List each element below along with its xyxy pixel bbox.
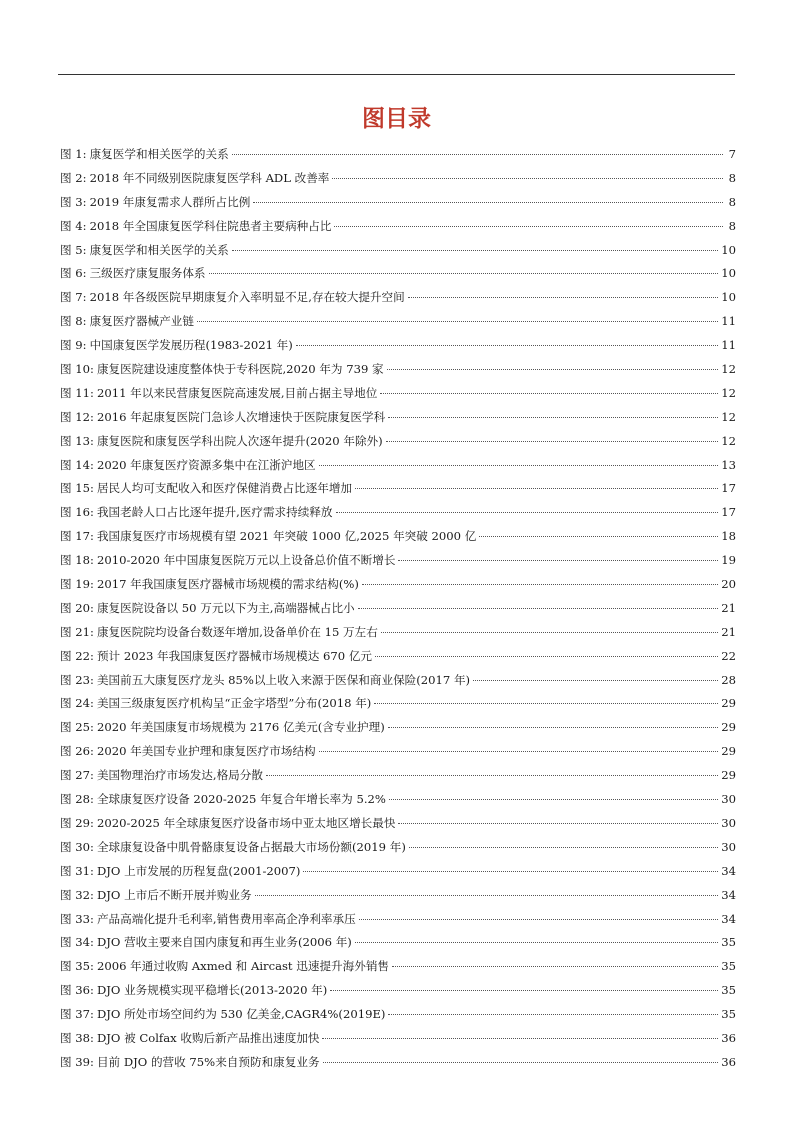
figure-title: DJO 上市后不断开展并购业务 <box>96 887 252 902</box>
figure-label: 图 7: <box>60 290 87 305</box>
page-number: 35 <box>721 983 736 998</box>
page-number: 30 <box>721 815 736 830</box>
figure-title: 康复医学和相关医学的关系 <box>89 242 229 257</box>
figure-title: 2010-2020 年中国康复医院万元以上设备总价值不断增长 <box>96 553 396 568</box>
figure-title: 美国前五大康复医疗龙头 85%以上收入来源于医保和商业保险(2017 年) <box>96 672 471 687</box>
page-number: 35 <box>721 935 736 950</box>
dot-leader <box>332 178 723 179</box>
figure-label: 图 13: <box>60 433 94 448</box>
dot-leader <box>197 321 718 322</box>
figure-label: 图 16: <box>60 505 94 520</box>
dot-leader <box>398 560 718 561</box>
figure-label: 图 9: <box>60 338 87 353</box>
page-number: 19 <box>721 553 736 568</box>
figure-label: 图 34: <box>60 935 94 950</box>
figure-label: 图 8: <box>60 314 87 329</box>
dot-leader <box>330 990 718 991</box>
dot-leader <box>381 632 718 633</box>
figure-title: 三级医疗康复服务体系 <box>89 266 206 281</box>
dot-leader <box>388 417 718 418</box>
page-number: 29 <box>721 768 736 783</box>
figure-label: 图 39: <box>60 1054 94 1069</box>
toc-entry[interactable] <box>60 597 736 621</box>
figure-label: 图 31: <box>60 863 94 878</box>
figure-label: 图 28: <box>60 792 94 807</box>
dot-leader <box>473 680 718 681</box>
page-number: 22 <box>721 648 736 663</box>
page-number: 12 <box>721 433 736 448</box>
figure-label: 图 37: <box>60 1007 94 1022</box>
figure-label: 图 11: <box>60 385 94 400</box>
dot-leader <box>319 751 719 752</box>
page-number: 21 <box>721 624 736 639</box>
dot-leader <box>334 226 723 227</box>
toc-entry[interactable] <box>60 1051 736 1075</box>
figure-list <box>60 143 736 1075</box>
toc-entry[interactable] <box>60 621 736 645</box>
figure-label: 图 33: <box>60 911 94 926</box>
figure-title: 美国三级康复医疗机构呈“正金字塔型”分布(2018 年) <box>96 696 372 711</box>
figure-title: 2018 年不同级别医院康复医学科 ADL 改善率 <box>89 170 330 185</box>
figure-title: 2020 年美国康复市场规模为 2176 亿美元(含专业护理) <box>96 720 385 735</box>
toc-entry[interactable] <box>60 191 736 215</box>
toc-entry[interactable] <box>60 406 736 430</box>
figure-title: 2016 年起康复医院门急诊人次增速快于医院康复医学科 <box>96 409 386 424</box>
toc-entry[interactable] <box>60 764 736 788</box>
toc-entry[interactable] <box>60 167 736 191</box>
toc-entry[interactable] <box>60 908 736 932</box>
figure-label: 图 30: <box>60 839 94 854</box>
page-number: 12 <box>721 385 736 400</box>
figure-label: 图 25: <box>60 720 94 735</box>
page-number: 36 <box>721 1030 736 1045</box>
figure-title: 目前 DJO 的营收 75%来自预防和康复业务 <box>96 1054 320 1069</box>
figure-title: 2011 年以来民营康复医院高速发展,目前占据主导地位 <box>96 385 378 400</box>
toc-entry[interactable] <box>60 310 736 334</box>
figure-label: 图 4: <box>60 218 87 233</box>
dot-leader <box>409 847 718 848</box>
toc-entry[interactable] <box>60 215 736 239</box>
toc-entry[interactable] <box>60 740 736 764</box>
figure-label: 图 21: <box>60 624 94 639</box>
page-number: 10 <box>721 290 736 305</box>
figure-label: 图 5: <box>60 242 87 257</box>
figure-title: 中国康复医学发展历程(1983-2021 年) <box>89 338 293 353</box>
page-number: 30 <box>721 839 736 854</box>
figure-title: 康复医院院均设备台数逐年增加,设备单价在 15 万左右 <box>96 624 378 639</box>
page-number: 12 <box>721 362 736 377</box>
figure-title: 2017 年我国康复医疗器械市场规模的需求结构(%) <box>96 577 359 592</box>
figure-label: 图 18: <box>60 553 94 568</box>
page-number: 34 <box>721 911 736 926</box>
dot-leader <box>209 273 719 274</box>
toc-entry[interactable] <box>60 549 736 573</box>
figure-title: 2018 年全国康复医学科住院患者主要病种占比 <box>89 218 332 233</box>
page-title: 图目录 <box>362 106 431 132</box>
page-number: 28 <box>721 672 736 687</box>
figure-label: 图 20: <box>60 600 94 615</box>
figure-title: 我国老龄人口占比逐年提升,医疗需求持续释放 <box>96 505 333 520</box>
page-number: 21 <box>721 600 736 615</box>
toc-entry[interactable] <box>60 262 736 286</box>
page-number: 8 <box>728 170 736 185</box>
dot-leader <box>355 942 718 943</box>
toc-entry[interactable] <box>60 788 736 812</box>
figure-title: 预计 2023 年我国康复医疗器械市场规模达 670 亿元 <box>96 648 373 663</box>
page-number: 8 <box>728 218 736 233</box>
toc-entry[interactable] <box>60 286 736 310</box>
page-number: 13 <box>721 457 736 472</box>
page-number: 34 <box>721 887 736 902</box>
page-number: 29 <box>721 720 736 735</box>
figure-title: 全球康复医疗设备 2020-2025 年复合年增长率为 5.2% <box>96 792 386 807</box>
figure-title: 2020 年康复医疗资源多集中在江浙沪地区 <box>96 457 316 472</box>
dot-leader <box>255 895 719 896</box>
figure-label: 图 27: <box>60 768 94 783</box>
page-number: 30 <box>721 792 736 807</box>
dot-leader <box>387 369 719 370</box>
page-number: 10 <box>721 266 736 281</box>
figure-title: 康复医院建设速度整体快于专科医院,2020 年为 739 家 <box>96 362 384 377</box>
figure-label: 图 10: <box>60 362 94 377</box>
figure-title: 我国康复医疗市场规模有望 2021 年突破 1000 亿,2025 年突破 2000 亿 <box>96 529 477 544</box>
figure-title: 2020 年美国专业护理和康复医疗市场结构 <box>96 744 316 759</box>
page-number: 10 <box>721 242 736 257</box>
page-number: 17 <box>721 505 736 520</box>
figure-label: 图 29: <box>60 815 94 830</box>
dot-leader <box>319 465 719 466</box>
figure-label: 图 32: <box>60 887 94 902</box>
figure-label: 图 3: <box>60 194 87 209</box>
figure-title: 2018 年各级医院早期康复介入率明显不足,存在较大提升空间 <box>89 290 405 305</box>
dot-leader <box>323 1062 719 1063</box>
dot-leader <box>388 1014 718 1015</box>
figure-label: 图 38: <box>60 1030 94 1045</box>
toc-entry[interactable] <box>60 382 736 406</box>
toc-entry[interactable] <box>60 525 736 549</box>
toc-entry[interactable] <box>60 1027 736 1051</box>
toc-entry[interactable] <box>60 692 736 716</box>
toc-entry[interactable] <box>60 955 736 979</box>
dot-leader <box>232 250 719 251</box>
page-number: 17 <box>721 481 736 496</box>
figure-label: 图 17: <box>60 529 94 544</box>
figure-label: 图 14: <box>60 457 94 472</box>
toc-entry[interactable] <box>60 477 736 501</box>
page-number: 12 <box>721 409 736 424</box>
dot-leader <box>388 727 718 728</box>
toc-entry[interactable] <box>60 143 736 167</box>
page-number: 29 <box>721 744 736 759</box>
page-number: 35 <box>721 1007 736 1022</box>
page-number: 8 <box>728 194 736 209</box>
toc-entry[interactable] <box>60 812 736 836</box>
toc-entry[interactable] <box>60 669 736 693</box>
figure-title: 2006 年通过收购 Axmed 和 Aircast 迅速提升海外销售 <box>96 959 390 974</box>
toc-entry[interactable] <box>60 836 736 860</box>
toc-entry[interactable] <box>60 884 736 908</box>
figure-label: 图 2: <box>60 170 87 185</box>
dot-leader <box>398 823 718 824</box>
figure-title: 全球康复设备中肌骨骼康复设备占据最大市场份额(2019 年) <box>96 839 406 854</box>
header-rule <box>58 74 735 75</box>
figure-label: 图 19: <box>60 577 94 592</box>
toc-entry[interactable] <box>60 931 736 955</box>
page-number: 34 <box>721 863 736 878</box>
figure-title: DJO 营收主要来自国内康复和再生业务(2006 年) <box>96 935 352 950</box>
page-number: 36 <box>721 1054 736 1069</box>
toc-entry[interactable] <box>60 979 736 1003</box>
figure-title: 康复医院和康复医学科出院人次逐年提升(2020 年除外) <box>96 433 383 448</box>
dot-leader <box>359 919 719 920</box>
figure-title: 居民人均可支配收入和医疗保健消费占比逐年增加 <box>96 481 353 496</box>
dot-leader <box>380 393 718 394</box>
figure-title: 康复医学和相关医学的关系 <box>89 147 229 161</box>
figure-label: 图 36: <box>60 983 94 998</box>
figure-label: 图 26: <box>60 744 94 759</box>
toc-entry[interactable] <box>60 645 736 669</box>
figure-label: 图 15: <box>60 481 94 496</box>
figure-title: 康复医疗器械产业链 <box>89 314 194 329</box>
dot-leader <box>232 154 723 155</box>
dot-leader <box>375 656 718 657</box>
figure-title: 2020-2025 年全球康复医疗设备市场中亚太地区增长最快 <box>96 815 396 830</box>
dot-leader <box>303 871 718 872</box>
figure-title: DJO 业务规模实现平稳增长(2013-2020 年) <box>96 983 328 998</box>
figure-title: DJO 上市发展的历程复盘(2001-2007) <box>96 863 301 878</box>
dot-leader <box>362 584 718 585</box>
toc-entry[interactable] <box>60 430 736 454</box>
dot-leader <box>355 488 718 489</box>
toc-entry[interactable] <box>60 334 736 358</box>
page-number: 11 <box>721 338 736 353</box>
dot-leader <box>389 799 718 800</box>
toc-entry[interactable] <box>60 358 736 382</box>
figure-title: DJO 被 Colfax 收购后新产品推出速度加快 <box>96 1030 320 1045</box>
figure-title: 美国物理治疗市场发达,格局分散 <box>96 768 263 783</box>
page-number: 11 <box>721 314 736 329</box>
figure-label: 图 23: <box>60 672 94 687</box>
toc-entry[interactable] <box>60 716 736 740</box>
dot-leader <box>336 512 719 513</box>
figure-label: 图 1: <box>60 147 87 161</box>
page-number: 35 <box>721 959 736 974</box>
dot-leader <box>386 441 719 442</box>
figure-title: 产品高端化提升毛利率,销售费用率高企净利率承压 <box>96 911 356 926</box>
page-number: 29 <box>721 696 736 711</box>
dot-leader <box>408 297 719 298</box>
dot-leader <box>374 703 718 704</box>
figure-label: 图 12: <box>60 409 94 424</box>
page-number: 7 <box>728 147 736 161</box>
figure-title: DJO 所处市场空间约为 530 亿美金,CAGR4%(2019E) <box>96 1007 386 1022</box>
toc-entry[interactable] <box>60 501 736 525</box>
toc-entry[interactable] <box>60 573 736 597</box>
dot-leader <box>266 775 718 776</box>
figure-label: 图 22: <box>60 648 94 663</box>
page-number: 18 <box>721 529 736 544</box>
figure-label: 图 6: <box>60 266 87 281</box>
dot-leader <box>358 608 719 609</box>
toc-entry[interactable] <box>60 454 736 478</box>
figure-label: 图 24: <box>60 696 94 711</box>
toc-entry[interactable] <box>60 860 736 884</box>
dot-leader <box>479 536 718 537</box>
page-number: 20 <box>721 577 736 592</box>
figure-title: 2019 年康复需求人群所占比例 <box>89 194 251 209</box>
dot-leader <box>296 345 718 346</box>
toc-entry[interactable] <box>60 1003 736 1027</box>
toc-entry[interactable] <box>60 239 736 263</box>
figure-title: 康复医院设备以 50 万元以下为主,高端器械占比小 <box>96 600 355 615</box>
dot-leader <box>392 966 718 967</box>
dot-leader <box>322 1038 718 1039</box>
dot-leader <box>253 202 723 203</box>
figure-label: 图 35: <box>60 959 94 974</box>
